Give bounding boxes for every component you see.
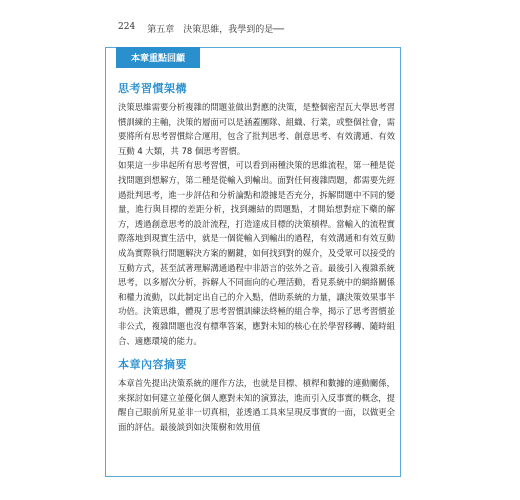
running-header: [118, 22, 284, 35]
paragraph: 決策思維需要分析複雜的問題並做出對應的決策，是整個密涅瓦大學思考習慣訓練的主軸，決策的層面可以是涵蓋團隊、組織、行業，或整個社會，需要將所有思考習慣綜合運用，包含了批判思考、創意思考、有效溝通、有效互動 4 大類，共 78 個思考習慣。: [118, 102, 395, 156]
section-heading: 思考習慣架構: [118, 82, 187, 95]
paragraph: 如果這一步串起所有思考習慣，可以看到兩種決策的思維流程，第一種是從找問題到想解方，第二種是從輸入到輸出。面對任何複雜問題，都需要先經過批判思考，進一步評估和分析論點和證據是否充分，拆解問題中不同的變量，進行與目標的差距分析，找到纏結的問題點，才開始想對症下藥的解方，透過創意思考的設計流程，打造達成目標的決策槓桿。當輸入的流程實際落地到現實生活中，就是一個從輸入到輸出的過程，有效溝通和有效互動成為實際執行問題解決方案的關鍵，如何找到對的媒介，及受眾可以接受的互動方式，甚至試著理解溝通過程中非語言的弦外之音。最後引入複雜系統思考，以多層次分析，拆解人不同面向的心理活動，看見系統中的網絡關係和權力流動，以此制定出自己的介入點，借助系統的力量，讓決策效果事半功倍。決策思維，體現了思考習慣訓練法終極的組合拳，揭示了思考習慣並非公式，複雜問題也沒有標準答案，應對未知的核心在於學習移轉、隨時組合、適應環境的能力。: [118, 160, 395, 346]
section-tag: [116, 47, 200, 68]
paragraph: 本章首先提出決策系統的運作方法，也就是目標、槓桿和數據的連動關係，來探討如何建立並優化個人應對未知的演算法，進而引入反事實的概念，提醒自己眼前所見並非一切真相，並透過工具來呈現反事實的一面，以做更全面的評估。最後談到如決策樹和效用值: [118, 378, 395, 432]
chapter-title: 第五章 決策思維，我學到的是──: [147, 25, 285, 35]
section-heading: 本章內容摘要: [118, 358, 187, 372]
panel-content: [118, 80, 395, 434]
page-number: 224: [118, 22, 136, 32]
section-tag-label: 本章重點回顧: [130, 54, 185, 64]
